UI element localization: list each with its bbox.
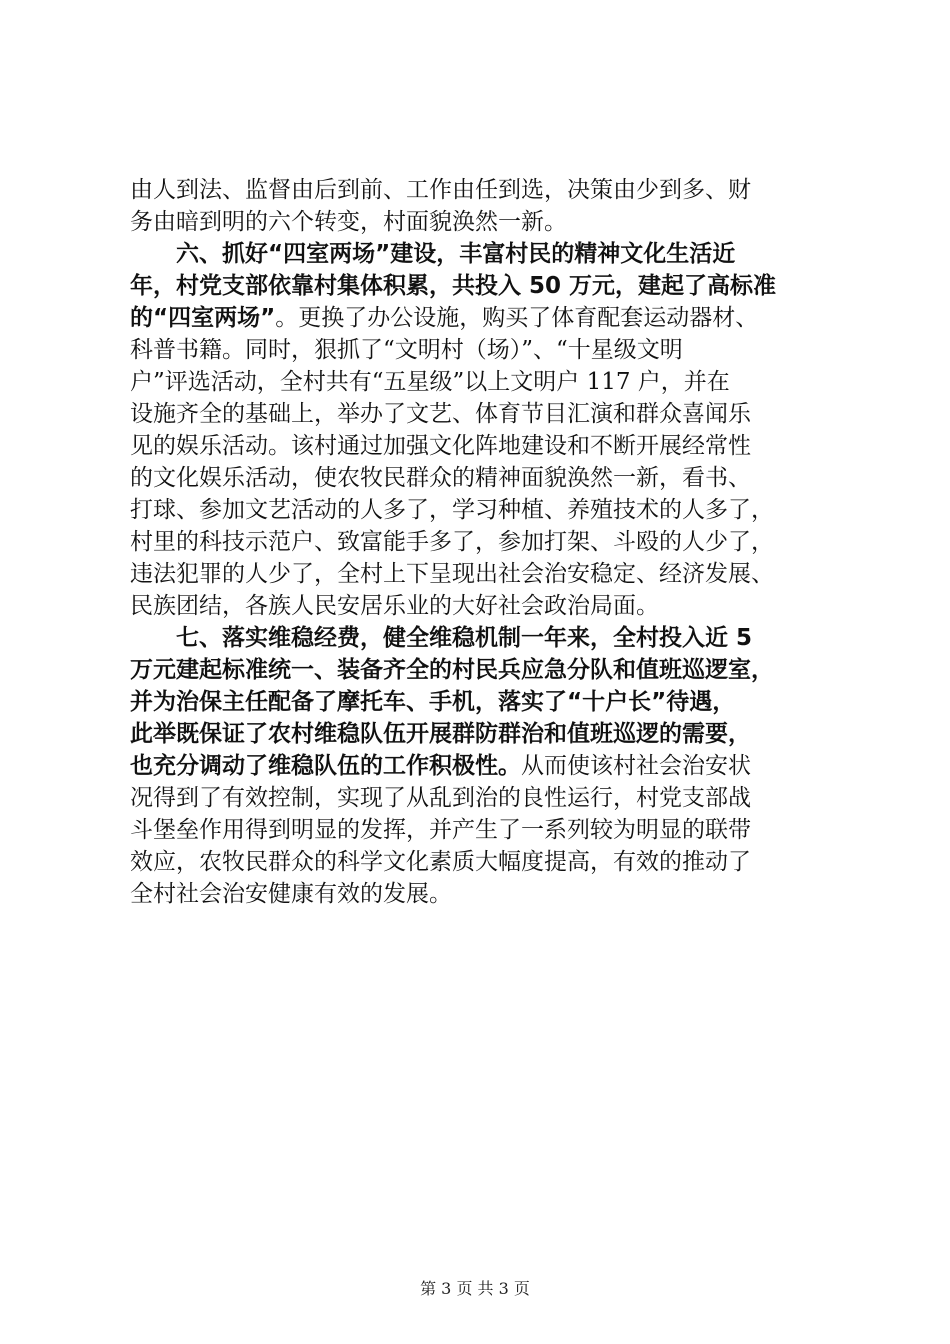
- body-text-span: 。更换了办公设施，购买了体育配套运动器材、: [275, 305, 759, 331]
- body-text-line: 年，村党支部依靠村集体积累，共投入 50 万元，建起了高标准: [130, 273, 777, 299]
- section-heading-6: 六、抓好“四室两场”建设，丰富村民的精神文化生活近: [176, 241, 736, 267]
- body-text-line: 科普书籍。同时，狠抓了“文明村（场）”、“十星级文明: [130, 337, 683, 363]
- body-text-bold-span: 的“四室两场”: [130, 305, 276, 331]
- body-text-line: 村里的科技示范户、致富能手多了，参加打架、斗殴的人少了，: [130, 529, 774, 555]
- body-text-line: 务由暗到明的六个转变，村面貌涣然一新。: [130, 209, 567, 235]
- body-text-line: 违法犯罪的人少了，全村上下呈现出社会治安稳定、经济发展、: [130, 561, 774, 587]
- section-heading-7: 七、落实维稳经费，健全维稳机制一年来，全村投入近 5: [176, 625, 753, 651]
- body-text-line: 民族团结，各族人民安居乐业的大好社会政治局面。: [130, 593, 659, 619]
- body-text-line: 况得到了有效控制，实现了从乱到治的良性运行，村党支部战: [130, 785, 751, 811]
- body-text-line: 打球、参加文艺活动的人多了，学习种植、养殖技术的人多了，: [130, 497, 774, 523]
- body-text-span: 从而使该村社会治安状: [521, 753, 751, 779]
- page-number-footer: 第 3 页 共 3 页: [420, 1279, 530, 1298]
- body-text-line: 并为治保主任配备了摩托车、手机，落实了“十户长”待遇，: [130, 689, 736, 715]
- body-text-line: [130, 752, 751, 780]
- body-text-line: 的文化娱乐活动，使农牧民群众的精神面貌涣然一新，看书、: [130, 465, 751, 491]
- body-text-line: 设施齐全的基础上，举办了文艺、体育节目汇演和群众喜闻乐: [130, 401, 751, 427]
- body-text-bold-span: 也充分调动了维稳队伍的工作积极性。: [130, 753, 521, 779]
- body-text-line: 户”评选活动，全村共有“五星级”以上文明户 117 户，并在: [130, 369, 730, 395]
- body-text-line: 全村社会治安健康有效的发展。: [130, 881, 452, 907]
- body-text-line: 此举既保证了农村维稳队伍开展群防群治和值班巡逻的需要，: [130, 721, 751, 747]
- body-text-line: 见的娱乐活动。该村通过加强文化阵地建设和不断开展经常性: [130, 433, 751, 459]
- body-text-line: 由人到法、监督由后到前、工作由任到选，决策由少到多、财: [130, 177, 751, 203]
- body-text-line: 效应，农牧民群众的科学文化素质大幅度提高，有效的推动了: [130, 849, 751, 875]
- body-text-line: [130, 304, 758, 332]
- body-text-line: 万元建起标准统一、装备齐全的村民兵应急分队和值班巡逻室，: [130, 657, 774, 683]
- body-text-line: 斗堡垒作用得到明显的发挥，并产生了一系列较为明显的联带: [130, 817, 751, 843]
